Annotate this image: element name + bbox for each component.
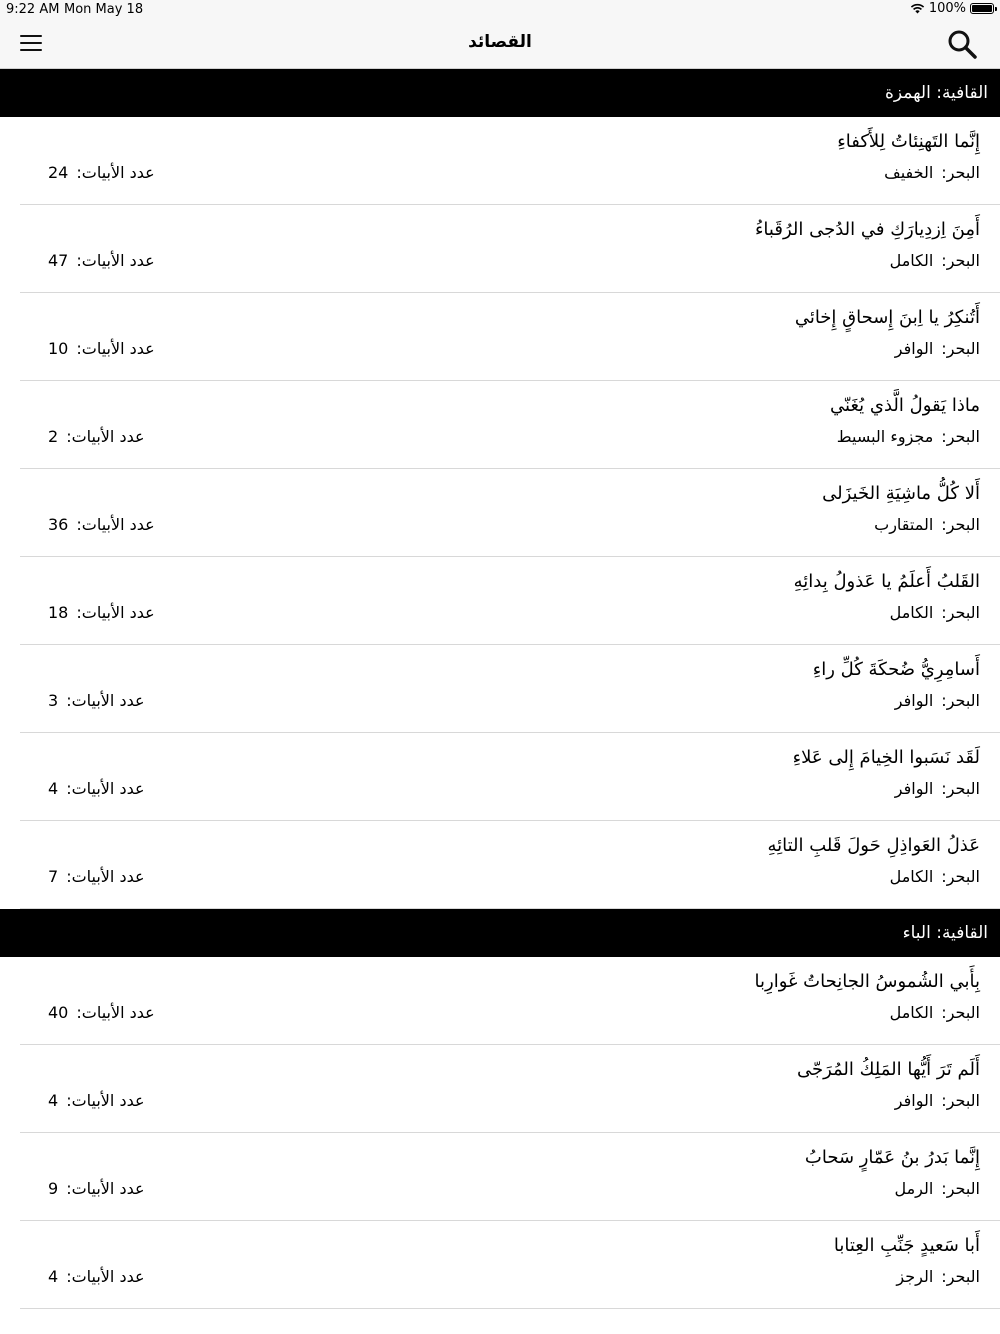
poem-title: القَلبُ أَعلَمُ يا عَذولُ بِدائِهِ <box>793 571 980 592</box>
verses-value: 2 <box>48 427 59 446</box>
verses-value: 9 <box>48 1179 59 1198</box>
search-icon[interactable] <box>946 28 978 60</box>
meter-value: الوافر <box>894 339 934 358</box>
verses-label: عدد الأبيات: <box>66 1267 145 1286</box>
verses-value: 36 <box>48 515 69 534</box>
meter-value: الوافر <box>894 779 934 798</box>
meter-label: البحر: <box>941 1003 980 1022</box>
status-right <box>910 1 994 16</box>
meter-label: البحر: <box>941 515 980 534</box>
status-date: Mon May 18 <box>64 2 144 17</box>
poem-title: أَتُنكِرُ يا اِبنَ إِسحاقٍ إِخائي <box>794 307 980 328</box>
poem-verse-count <box>48 779 145 798</box>
poem-row[interactable] <box>0 205 1000 293</box>
poem-row[interactable] <box>0 645 1000 733</box>
verses-value: 18 <box>48 603 69 622</box>
verses-label: عدد الأبيات: <box>76 515 155 534</box>
meter-label: البحر: <box>941 1091 980 1110</box>
poem-meter <box>895 339 980 358</box>
meter-value: الرجز <box>896 1267 934 1286</box>
meter-value: الرمل <box>894 1179 934 1198</box>
poem-verse-count <box>48 603 155 622</box>
meter-label: البحر: <box>941 251 980 270</box>
poem-meter <box>884 163 980 182</box>
poem-title: عَذلُ العَواذِلِ حَولَ قَلبِ التائِهِ <box>767 835 980 856</box>
verses-value: 4 <box>48 779 59 798</box>
verses-value: 24 <box>48 163 69 182</box>
verses-value: 4 <box>48 1091 59 1110</box>
poem-row[interactable] <box>0 293 1000 381</box>
meter-label: البحر: <box>941 163 980 182</box>
meter-label: البحر: <box>941 339 980 358</box>
verses-value: 3 <box>48 691 59 710</box>
verses-value: 7 <box>48 867 59 886</box>
battery-icon <box>970 3 994 14</box>
poem-meter <box>890 603 980 622</box>
verses-label: عدد الأبيات: <box>76 163 155 182</box>
poem-verse-count <box>48 427 145 446</box>
poem-verse-count <box>48 1179 145 1198</box>
status-bar <box>0 0 1000 20</box>
meter-value: مجزوء البسيط <box>836 427 934 446</box>
verses-label: عدد الأبيات: <box>76 603 155 622</box>
poem-title: ماذا يَقولُ الَّذي يُغَنّي <box>830 395 980 416</box>
meter-label: البحر: <box>941 427 980 446</box>
poem-meter <box>890 867 980 886</box>
meter-value: الكامل <box>889 603 934 622</box>
poem-meter <box>895 1091 980 1110</box>
poem-verse-count <box>48 867 145 886</box>
verses-label: عدد الأبيات: <box>66 1091 145 1110</box>
poem-row[interactable] <box>0 557 1000 645</box>
poem-verse-count <box>48 691 145 710</box>
verses-label: عدد الأبيات: <box>66 867 145 886</box>
poem-title: أَبا سَعيدٍ جَنِّبِ العِتابا <box>833 1235 980 1256</box>
meter-label: البحر: <box>941 1179 980 1198</box>
verses-value: 10 <box>48 339 69 358</box>
section-header: القافية: الهمزة <box>0 69 1000 117</box>
poem-meter <box>890 251 980 270</box>
poem-row[interactable] <box>0 1221 1000 1309</box>
poem-row[interactable] <box>0 381 1000 469</box>
poem-row[interactable] <box>0 117 1000 205</box>
poem-meter <box>837 427 980 446</box>
poem-title: أَمِنَ اِزدِيارَكِ في الدُجى الرُقَباءُ <box>754 219 980 240</box>
poem-meter <box>874 515 980 534</box>
verses-label: عدد الأبيات: <box>66 691 145 710</box>
poem-row[interactable] <box>0 469 1000 557</box>
poem-title: بِأَبي الشُموسُ الجانِحاتُ غَوارِبا <box>754 971 980 992</box>
verses-label: عدد الأبيات: <box>76 1003 155 1022</box>
battery-percent: 100% <box>928 1 966 16</box>
meter-label: البحر: <box>941 691 980 710</box>
poem-row[interactable] <box>0 1045 1000 1133</box>
poem-row[interactable] <box>0 733 1000 821</box>
verses-value: 40 <box>48 1003 69 1022</box>
poem-meter <box>890 1003 980 1022</box>
verses-value: 47 <box>48 251 69 270</box>
meter-value: الوافر <box>894 691 934 710</box>
verses-label: عدد الأبيات: <box>66 427 145 446</box>
poem-verse-count <box>48 1091 145 1110</box>
poem-row[interactable] <box>0 957 1000 1045</box>
poem-title: لَقَد نَسَبوا الخِيامَ إِلى عَلاءِ <box>792 747 980 768</box>
meter-value: الكامل <box>889 867 934 886</box>
meter-label: البحر: <box>941 867 980 886</box>
verses-label: عدد الأبيات: <box>76 251 155 270</box>
status-time: 9:22 AM <box>6 2 60 17</box>
verses-label: عدد الأبيات: <box>66 1179 145 1198</box>
navigation-bar <box>0 20 1000 69</box>
poem-title: أَلَم تَرَ أَيُّها المَلِكُ المُرَجّى <box>796 1059 980 1080</box>
poem-meter <box>895 691 980 710</box>
wifi-icon <box>910 3 925 14</box>
poem-verse-count <box>48 515 155 534</box>
poem-meter <box>895 779 980 798</box>
poem-verse-count <box>48 1267 145 1286</box>
meter-label: البحر: <box>941 603 980 622</box>
poem-verse-count <box>48 163 155 182</box>
meter-value: المتقارب <box>874 515 934 534</box>
poem-row[interactable] <box>0 1133 1000 1221</box>
poem-title: إِنَّما بَدرُ بنُ عَمّارٍ سَحابُ <box>804 1147 980 1168</box>
poem-meter <box>894 1179 980 1198</box>
meter-label: البحر: <box>941 1267 980 1286</box>
poem-list[interactable] <box>0 69 1000 1334</box>
meter-value: الوافر <box>894 1091 934 1110</box>
meter-label: البحر: <box>941 779 980 798</box>
poem-meter <box>896 1267 980 1286</box>
section-header: القافية: الباء <box>0 909 1000 957</box>
poem-verse-count <box>48 339 155 358</box>
poem-row[interactable] <box>0 821 1000 909</box>
verses-label: عدد الأبيات: <box>76 339 155 358</box>
poem-verse-count <box>48 251 155 270</box>
page-title: القصائد <box>468 32 532 52</box>
verses-value: 4 <box>48 1267 59 1286</box>
poem-title: أَسامِرِيُّ ضُحكَةَ كُلِّ راءِ <box>812 659 980 680</box>
poem-title: إِنَّما التَهنِئاتُ لِلأَكفاءِ <box>837 131 980 152</box>
verses-label: عدد الأبيات: <box>66 779 145 798</box>
meter-value: الكامل <box>889 1003 934 1022</box>
poem-verse-count <box>48 1003 155 1022</box>
meter-value: الكامل <box>889 251 934 270</box>
poem-title: أَلا كُلُّ ماشِيَةِ الخَيزَلى <box>822 483 980 504</box>
meter-value: الخفيف <box>884 163 934 182</box>
